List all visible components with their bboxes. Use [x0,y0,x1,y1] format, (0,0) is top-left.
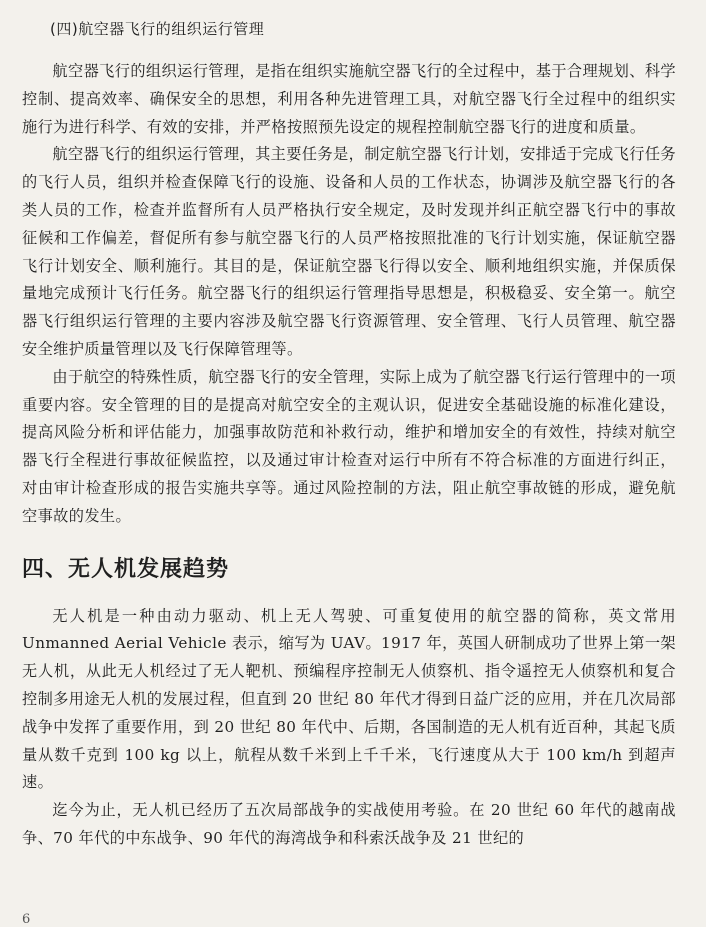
paragraph: 迄今为止，无人机已经历了五次局部战争的实战使用考验。在 20 世纪 60 年代的越南战争、70 年代的中东战争、90 年代的海湾战争和科索沃战争及 21 世纪的 [22,801,676,847]
paragraph: 航空器飞行的组织运行管理，其主要任务是，制定航空器飞行计划，安排适于完成飞行任务的飞行人员，组织并检查保障飞行的设施、设备和人员的工作状态，协调涉及航空器飞行的各类人员的工作，检查并监督所有人员严格执行安全规定，及时发现并纠正航空器飞行中的事故征候和工作偏差，督促所有参与航空器飞行的人员严格按照批准的飞行计划实施，保证航空器飞行计划安全、顺利施行。其目的是，保证航空器飞行得以安全、顺利地组织实施，并保质保量地完成预计飞行任务。航空器飞行的组织运行管理指导思想是，积极稳妥、安全第一。航空器飞行组织运行管理的主要内容涉及航空器飞行资源管理、安全管理、飞行人员管理、航空器安全维护质量管理以及飞行保障管理等。 [22,145,676,358]
paragraph: 航空器飞行的组织运行管理，是指在组织实施航空器飞行的全过程中，基于合理规划、科学控制、提高效率、确保安全的思想，利用各种先进管理工具，对航空器飞行全过程中的组织实施行为进行科学、有效的安排，并严格按照预先设定的规程控制航空器飞行的进度和质量。 [22,62,676,136]
paragraph: 由于航空的特殊性质，航空器飞行的安全管理，实际上成为了航空器飞行运行管理中的一项重要内容。安全管理的目的是提高对航空安全的主观认识，促进安全基础设施的标准化建设，提高风险分析和评估能力，加强事故防范和补救行动，维护和增加安全的有效性，持续对航空器飞行全程进行事故征候监控，以及通过审计检查对运行中所有不符合标准的方面进行纠正，对由审计检查形成的报告实施共享等。通过风险控制的方法，阻止航空事故链的形成，避免航空事故的发生。 [22,367,676,525]
paragraph: 无人机是一种由动力驱动、机上无人驾驶、可重复使用的航空器的简称，英文常用 Unmanned Aerial Vehicle 表示，缩写为 UAV。1917 年，英国人研制成功了世界上第一架无人机，从此无人机经过了无人靶机、预编程序控制无人侦察机、指令遥控无人侦察机和复合控制多用途无人机的发展过程，但直到 20 世纪 80 年代才得到日益广泛的应用，并在几次局部战争中发挥了重要作用，到 20 世纪 80 年代中、后期，各国制造的无人机有近百种，其起飞质量从数千克到 100 kg 以上，航程从数千米到上千千米，飞行速度从大于 100 km/h 到超声速。 [22,606,676,792]
section-title: 四、无人机发展趋势 [22,556,230,582]
subheading: (四)航空器飞行的组织运行管理 [50,20,265,38]
page-number: 6 [22,912,31,927]
